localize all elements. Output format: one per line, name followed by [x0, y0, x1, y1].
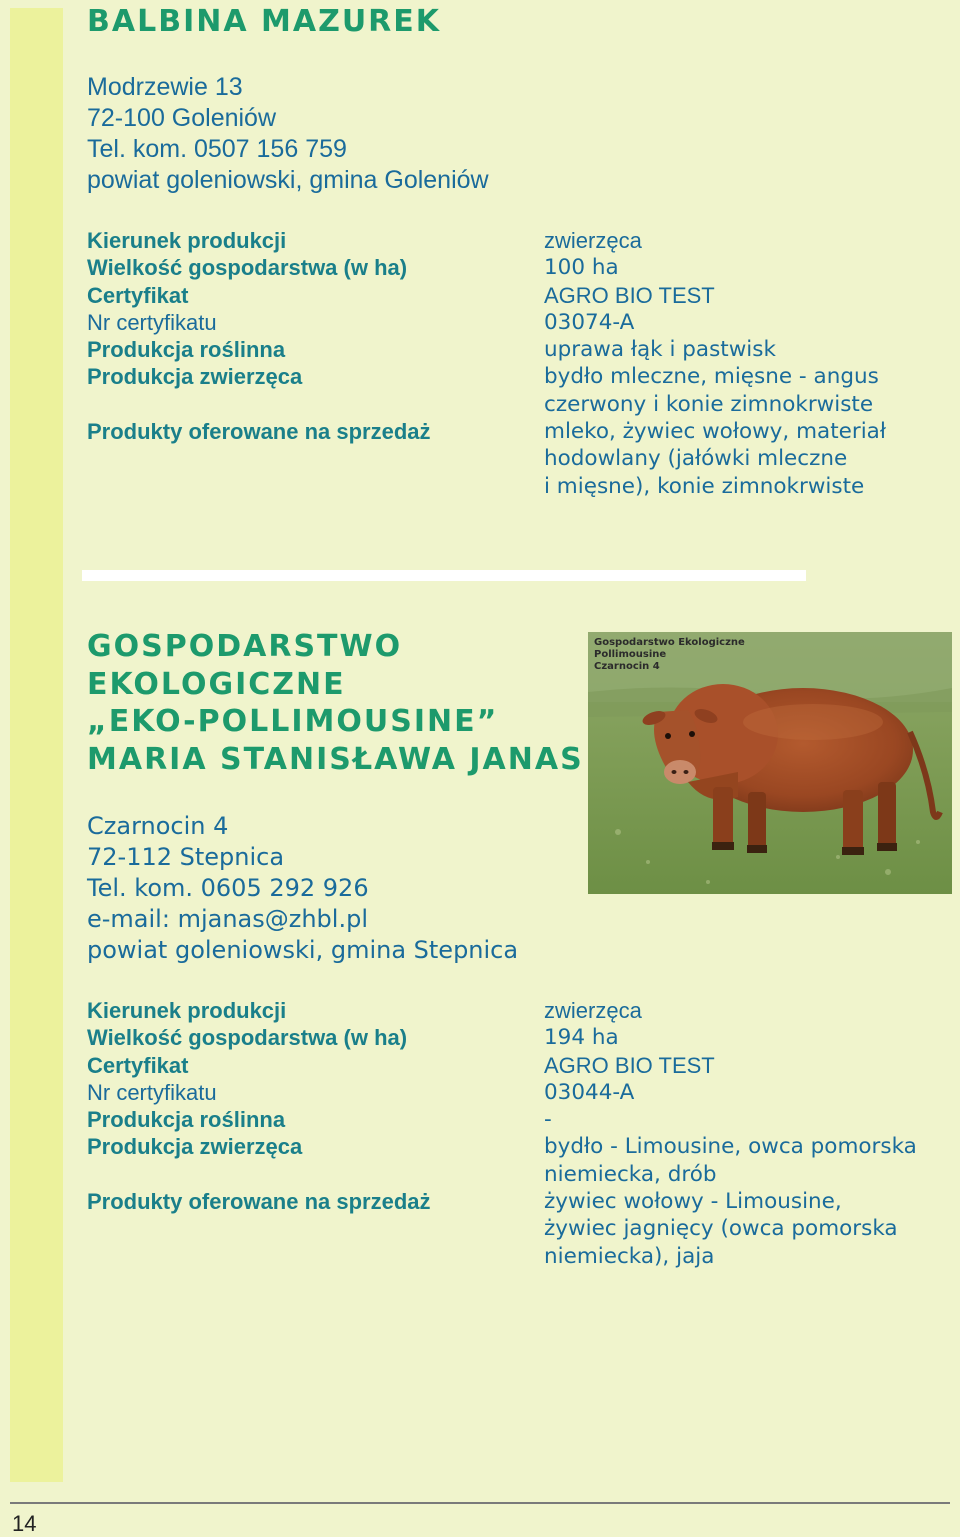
info-row: [87, 997, 947, 1024]
info-value: [544, 309, 944, 336]
info-row: [87, 418, 947, 500]
info-label: Produkty oferowane na sprzedaż: [87, 1189, 431, 1215]
farm-address: [87, 72, 947, 196]
info-row: [87, 254, 947, 281]
info-label: Produkcja roślinna: [87, 337, 286, 363]
info-row: [87, 336, 947, 363]
district-line: powiat goleniowski, gmina Goleniów: [87, 166, 489, 194]
info-value-line: uprawa łąk i pastwisk: [544, 337, 776, 363]
info-value-line: zwierzęca: [544, 998, 642, 1023]
footer-rule: [10, 1502, 950, 1504]
info-value: [544, 227, 944, 254]
info-row: [87, 1079, 947, 1106]
info-row: [87, 282, 947, 309]
info-value: [544, 1106, 944, 1133]
info-label: Produkcja roślinna: [87, 1107, 286, 1133]
info-row: [87, 363, 947, 418]
info-value-line: 194 ha: [544, 1025, 619, 1051]
info-value-line: bydło - Limousine, owca pomorska: [544, 1134, 917, 1160]
bull-photo: [588, 632, 952, 894]
info-value: [544, 336, 944, 363]
info-value: [544, 1024, 944, 1051]
info-value-line: bydło mleczne, mięsne - angus: [544, 364, 879, 390]
page-number: 14: [12, 1511, 37, 1536]
info-label: Produkcja zwierzęca: [87, 1134, 303, 1160]
info-value-line: AGRO BIO TEST: [544, 282, 715, 308]
info-value: [544, 1188, 944, 1270]
farm-title: [87, 4, 947, 40]
farm-title-line: MARIA STANISŁAWA JANAS: [87, 741, 584, 777]
info-value-line: AGRO BIO TEST: [544, 1052, 715, 1078]
address-line: 72-112 Stepnica: [87, 843, 285, 871]
info-value: [544, 282, 944, 309]
district-line: powiat goleniowski, gmina Stepnica: [87, 936, 519, 964]
info-value-line: zwierzęca: [544, 228, 642, 253]
info-row: [87, 1024, 947, 1051]
info-value: [544, 1052, 944, 1079]
info-row: [87, 1133, 947, 1188]
info-value-line: 100 ha: [544, 255, 619, 281]
info-label: Wielkość gospodarstwa (w ha): [87, 255, 408, 281]
phone-line: Tel. kom. 0507 156 759: [87, 135, 347, 163]
photo-caption-line: Gospodarstwo Ekologiczne: [594, 637, 745, 648]
info-value: [544, 363, 944, 418]
info-value-line: żywiec wołowy - Limousine,: [544, 1189, 842, 1215]
farm-entry-1: [87, 4, 947, 500]
info-value-line: niemiecka), jaja: [544, 1243, 715, 1269]
info-label: Certyfikat: [87, 1052, 189, 1078]
farm-title-line: GOSPODARSTWO: [87, 629, 403, 664]
info-value-line: -: [544, 1107, 552, 1133]
info-label: Nr certyfikatu: [87, 1079, 217, 1105]
info-value: [544, 418, 944, 500]
info-label: Certyfikat: [87, 282, 189, 308]
farm-info-table: [87, 227, 947, 500]
info-label: Kierunek produkcji: [87, 228, 287, 253]
info-value-line: hodowlany (jałówki mleczne: [544, 446, 848, 472]
info-label: Wielkość gospodarstwa (w ha): [87, 1025, 408, 1051]
info-value-line: mleko, żywiec wołowy, materiał: [544, 419, 886, 445]
info-label: Produkcja zwierzęca: [87, 364, 303, 390]
info-value-line: czerwony i konie zimnokrwiste: [544, 391, 874, 417]
info-value-line: i mięsne), konie zimnokrwiste: [544, 473, 865, 499]
photo-caption-line: Pollimousine: [594, 649, 667, 660]
info-value: [544, 254, 944, 281]
info-label: Nr certyfikatu: [87, 309, 217, 335]
info-row: [87, 309, 947, 336]
section-divider: [82, 570, 806, 581]
address-line: Czarnocin 4: [87, 812, 229, 840]
info-value-line: 03074-A: [544, 309, 635, 335]
farm-info-table: [87, 997, 947, 1270]
info-label: Produkty oferowane na sprzedaż: [87, 419, 431, 445]
farm-title-line: BALBINA MAZUREK: [87, 4, 442, 39]
info-value-line: żywiec jagnięcy (owca pomorska: [544, 1216, 898, 1242]
info-row: [87, 1106, 947, 1133]
info-row: [87, 1052, 947, 1079]
info-value-line: niemiecka, drób: [544, 1161, 717, 1187]
info-row: [87, 1188, 947, 1270]
photo-caption-line: Czarnocin 4: [594, 661, 660, 672]
farm-title-line: „EKO-POLLIMOUSINE”: [87, 704, 499, 739]
info-value-line: 03044-A: [544, 1079, 635, 1105]
info-value: [544, 1133, 944, 1188]
address-line: 72-100 Goleniów: [87, 104, 277, 132]
info-value: [544, 997, 944, 1024]
info-value: [544, 1079, 944, 1106]
left-accent-bar: [10, 8, 63, 1482]
address-line: Modrzewie 13: [87, 73, 243, 101]
email-line: e-mail: mjanas@zhbl.pl: [87, 905, 368, 933]
farm-title-line: EKOLOGICZNE: [87, 666, 346, 702]
phone-line: Tel. kom. 0605 292 926: [87, 874, 369, 902]
info-label: Kierunek produkcji: [87, 998, 287, 1023]
info-row: [87, 227, 947, 254]
